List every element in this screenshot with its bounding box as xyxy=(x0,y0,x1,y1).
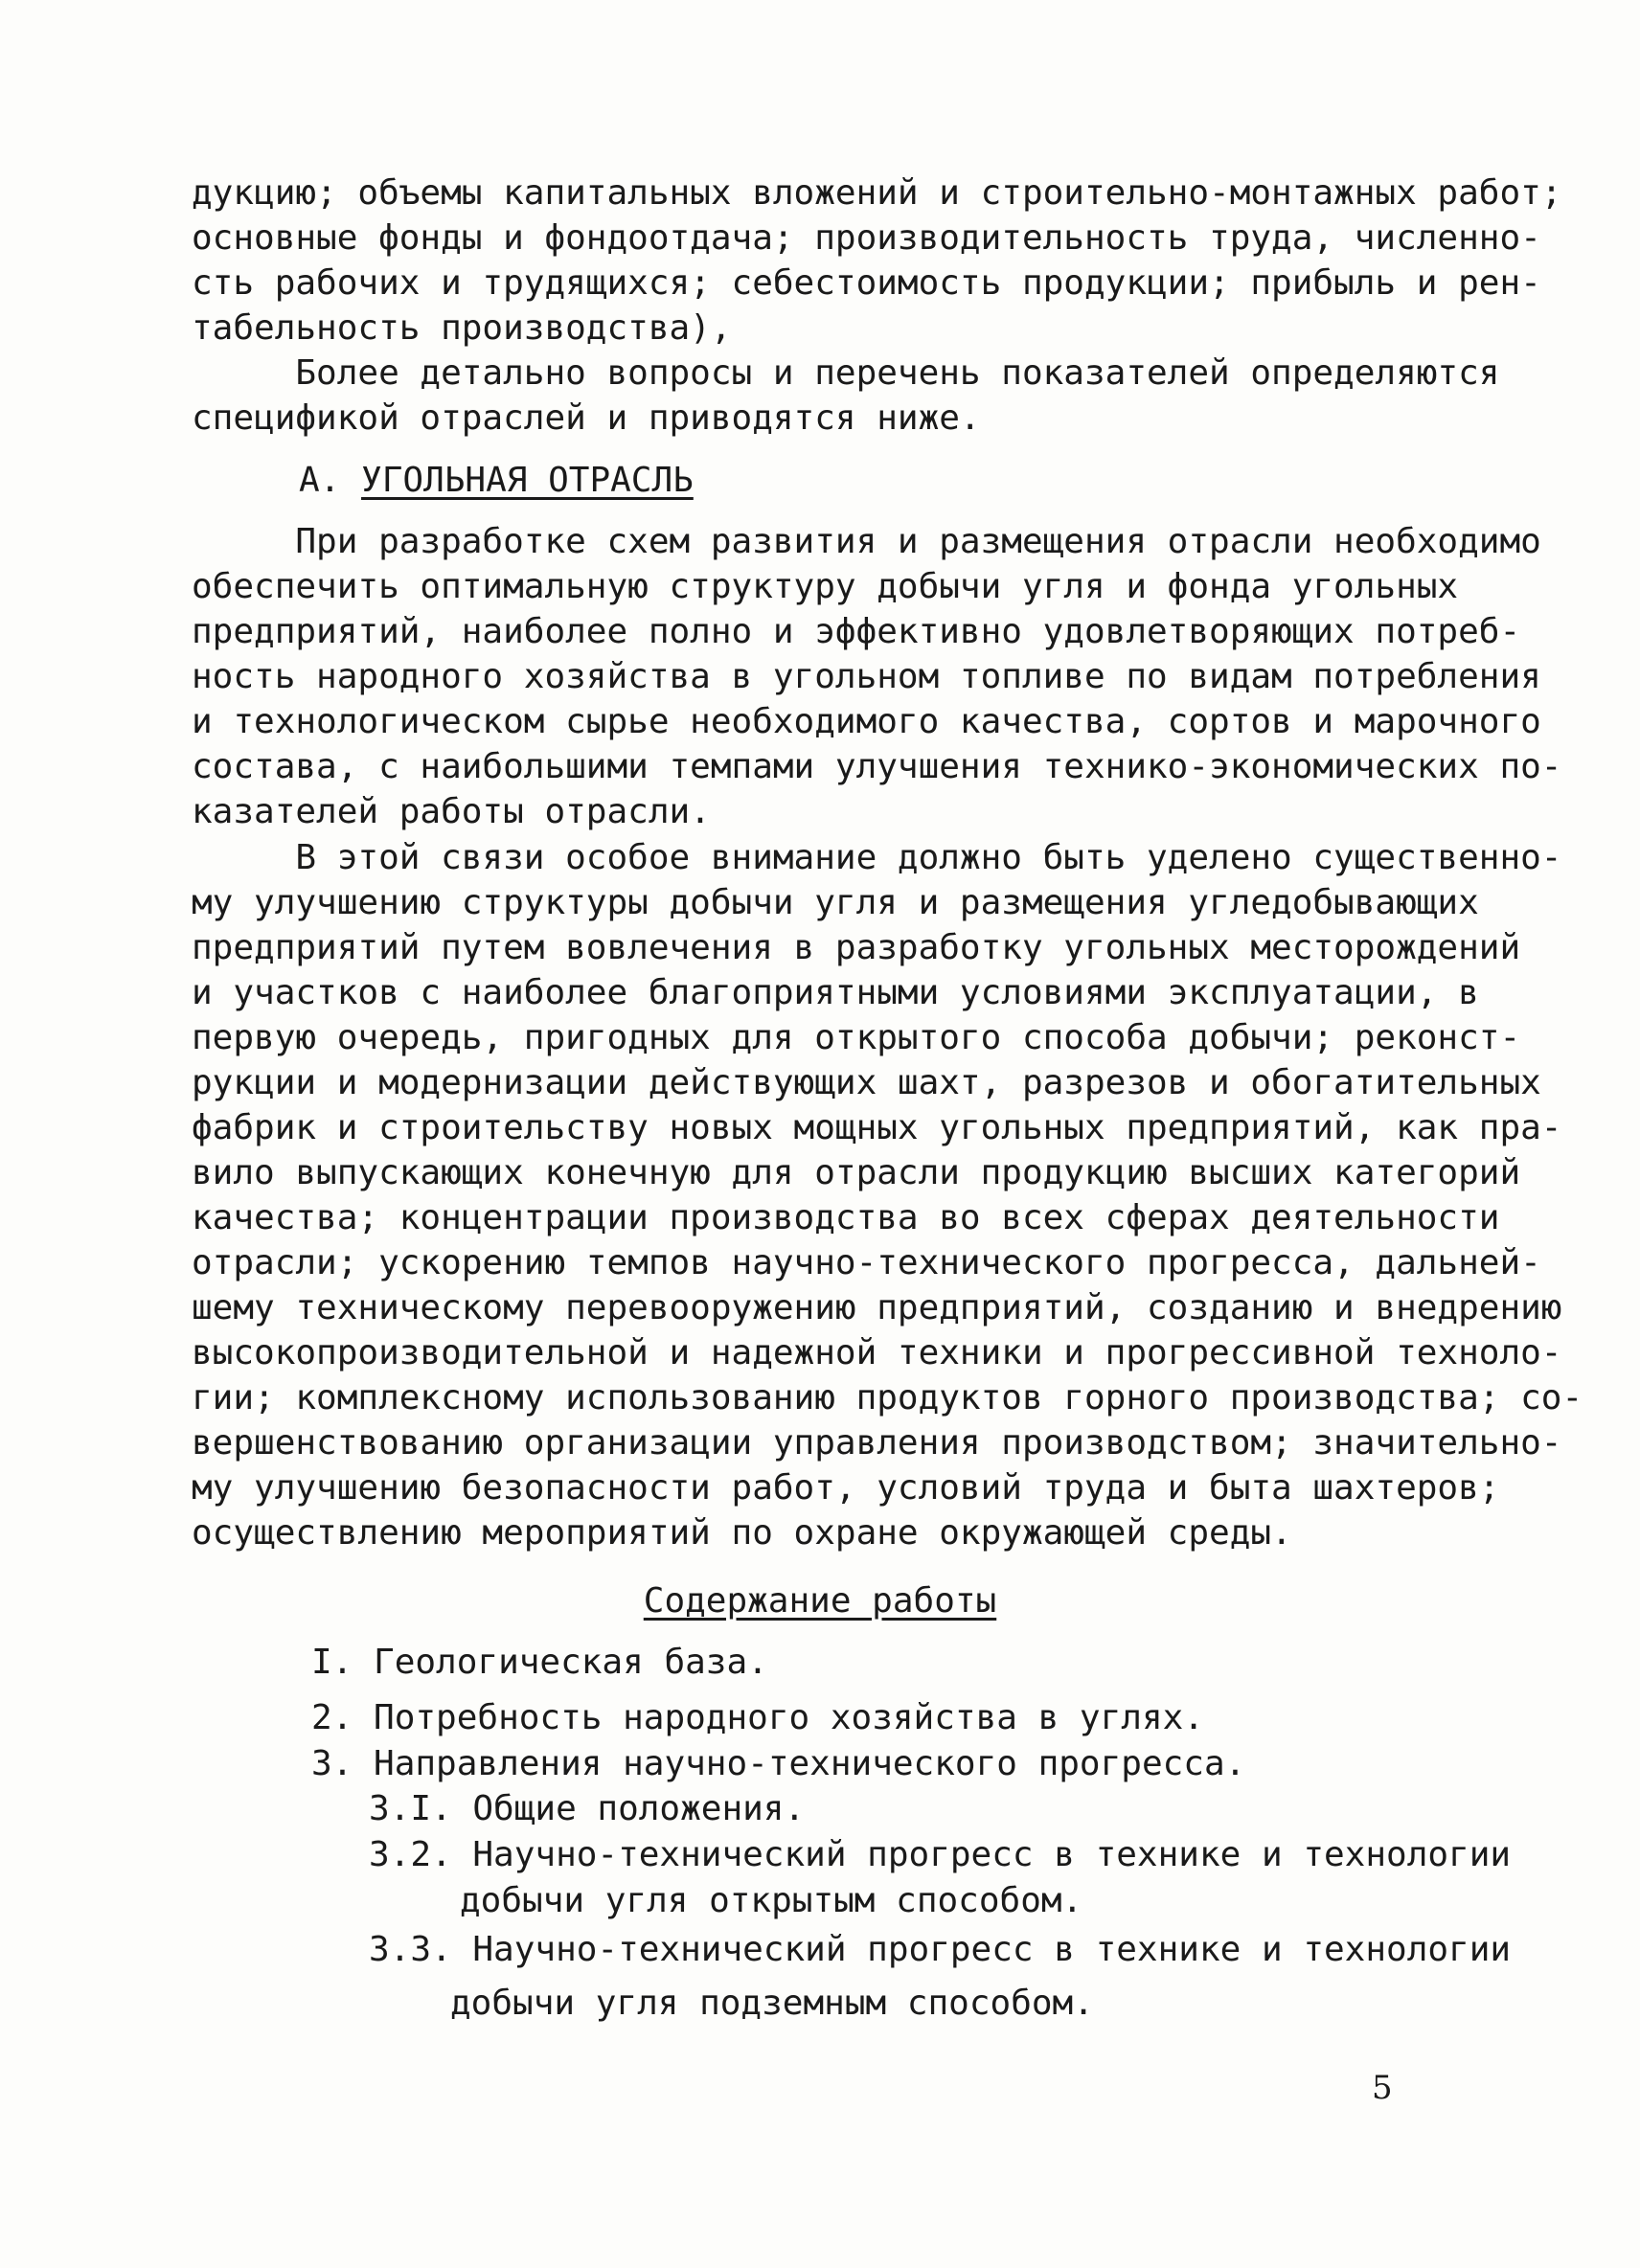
paragraph-line: первую очередь, пригодных для открытого способа добычи; реконст- xyxy=(192,1018,1521,1057)
paragraph-line: высокопроизводительной и надежной техники и прогрессивной техноло- xyxy=(192,1333,1562,1372)
toc-subitem-continuation: добычи угля открытым способом. xyxy=(460,1881,1083,1920)
paragraph-line: вершенствованию организации управления производством; значительно- xyxy=(192,1423,1562,1463)
coal-industry-paragraph xyxy=(192,519,1562,834)
paragraph-line: казателей работы отрасли. xyxy=(192,792,711,831)
paragraph-line: шему техническому перевооружению предприятий, созданию и внедрению xyxy=(192,1288,1562,1327)
page-number: 5 xyxy=(1372,2069,1393,2107)
paragraph-line: обеспечить оптимальную структуру добычи угля и фонда угольных xyxy=(192,567,1459,606)
paragraph-line: Более детально вопросы и перечень показателей определяются xyxy=(192,353,1500,393)
toc-subitem: 3.3. Научно-технический прогресс в технике и технологии xyxy=(369,1930,1512,1969)
paragraph-line: предприятий, наиболее полно и эффективно удовлетворяющих потреб- xyxy=(192,612,1521,651)
section-a-prefix: А. xyxy=(299,461,362,500)
toc-item: I. Геологическая база. xyxy=(311,1643,768,1682)
paragraph-line: сть рабочих и трудящихся; себестоимость продукции; прибыль и рен- xyxy=(192,263,1541,303)
paragraph-line: основные фонды и фондоотдача; производительность труда, численно- xyxy=(192,218,1541,258)
section-a-title: УГОЛЬНАЯ ОТРАСЛЬ xyxy=(361,461,694,500)
paragraph-line: му улучшению безопасности работ, условий труда и быта шахтеров; xyxy=(192,1468,1500,1508)
paragraph-line: табельность производства), xyxy=(192,308,732,348)
paragraph-line: В этой связи особое внимание должно быть уделено существенно- xyxy=(192,838,1562,877)
section-a-heading xyxy=(299,458,694,503)
paragraph-line: состава, с наибольшими темпами улучшения технико-экономических по- xyxy=(192,747,1562,786)
paragraph-line: отрасли; ускорению темпов научно-технического прогресса, дальней- xyxy=(192,1243,1541,1282)
details-paragraph xyxy=(192,351,1500,441)
toc-subitem: 3.I. Общие положения. xyxy=(369,1789,806,1828)
paragraph-line: му улучшению структуры добычи угля и размещения угледобывающих xyxy=(192,883,1479,922)
contents-heading xyxy=(0,1578,1640,1623)
paragraph-line: и участков с наиболее благоприятными условиями эксплуатации, в xyxy=(192,973,1479,1012)
contents-title: Содержание работы xyxy=(643,1581,997,1621)
paragraph-line: качества; концентрации производства во всех сферах деятельности xyxy=(192,1198,1500,1237)
paragraph-line: спецификой отраслей и приводятся ниже. xyxy=(192,398,981,438)
paragraph-line: предприятий путем вовлечения в разработку угольных месторождений xyxy=(192,928,1521,967)
paragraph-line: При разработке схем развития и размещения отрасли необходимо xyxy=(192,522,1541,561)
toc-subitem-continuation: добычи угля подземным способом. xyxy=(450,1984,1094,2023)
paragraph-line: и технологическом сырье необходимого качества, сортов и марочного xyxy=(192,702,1541,741)
toc-item: 3. Направления научно-технического прогресса. xyxy=(311,1744,1246,1783)
paragraph-line: дукцию; объемы капитальных вложений и строительно-монтажных работ; xyxy=(192,173,1562,213)
paragraph-line: вило выпускающих конечную для отрасли продукцию высших категорий xyxy=(192,1153,1521,1192)
priorities-paragraph xyxy=(192,835,1583,1555)
paragraph-line: фабрик и строительству новых мощных угольных предприятий, как пра- xyxy=(192,1108,1562,1147)
paragraph-line: рукции и модернизации действующих шахт, разрезов и обогатительных xyxy=(192,1063,1541,1102)
paragraph-line: гии; комплексному использованию продуктов горного производства; со- xyxy=(192,1378,1583,1418)
paragraph-line: осуществлению мероприятий по охране окружающей среды. xyxy=(192,1513,1292,1553)
paragraph-line: ность народного хозяйства в угольном топливе по видам потребления xyxy=(192,657,1541,696)
toc-subitem: 3.2. Научно-технический прогресс в технике и технологии xyxy=(369,1835,1512,1874)
toc-item: 2. Потребность народного хозяйства в углях. xyxy=(311,1698,1204,1737)
intro-paragraph xyxy=(192,170,1562,351)
